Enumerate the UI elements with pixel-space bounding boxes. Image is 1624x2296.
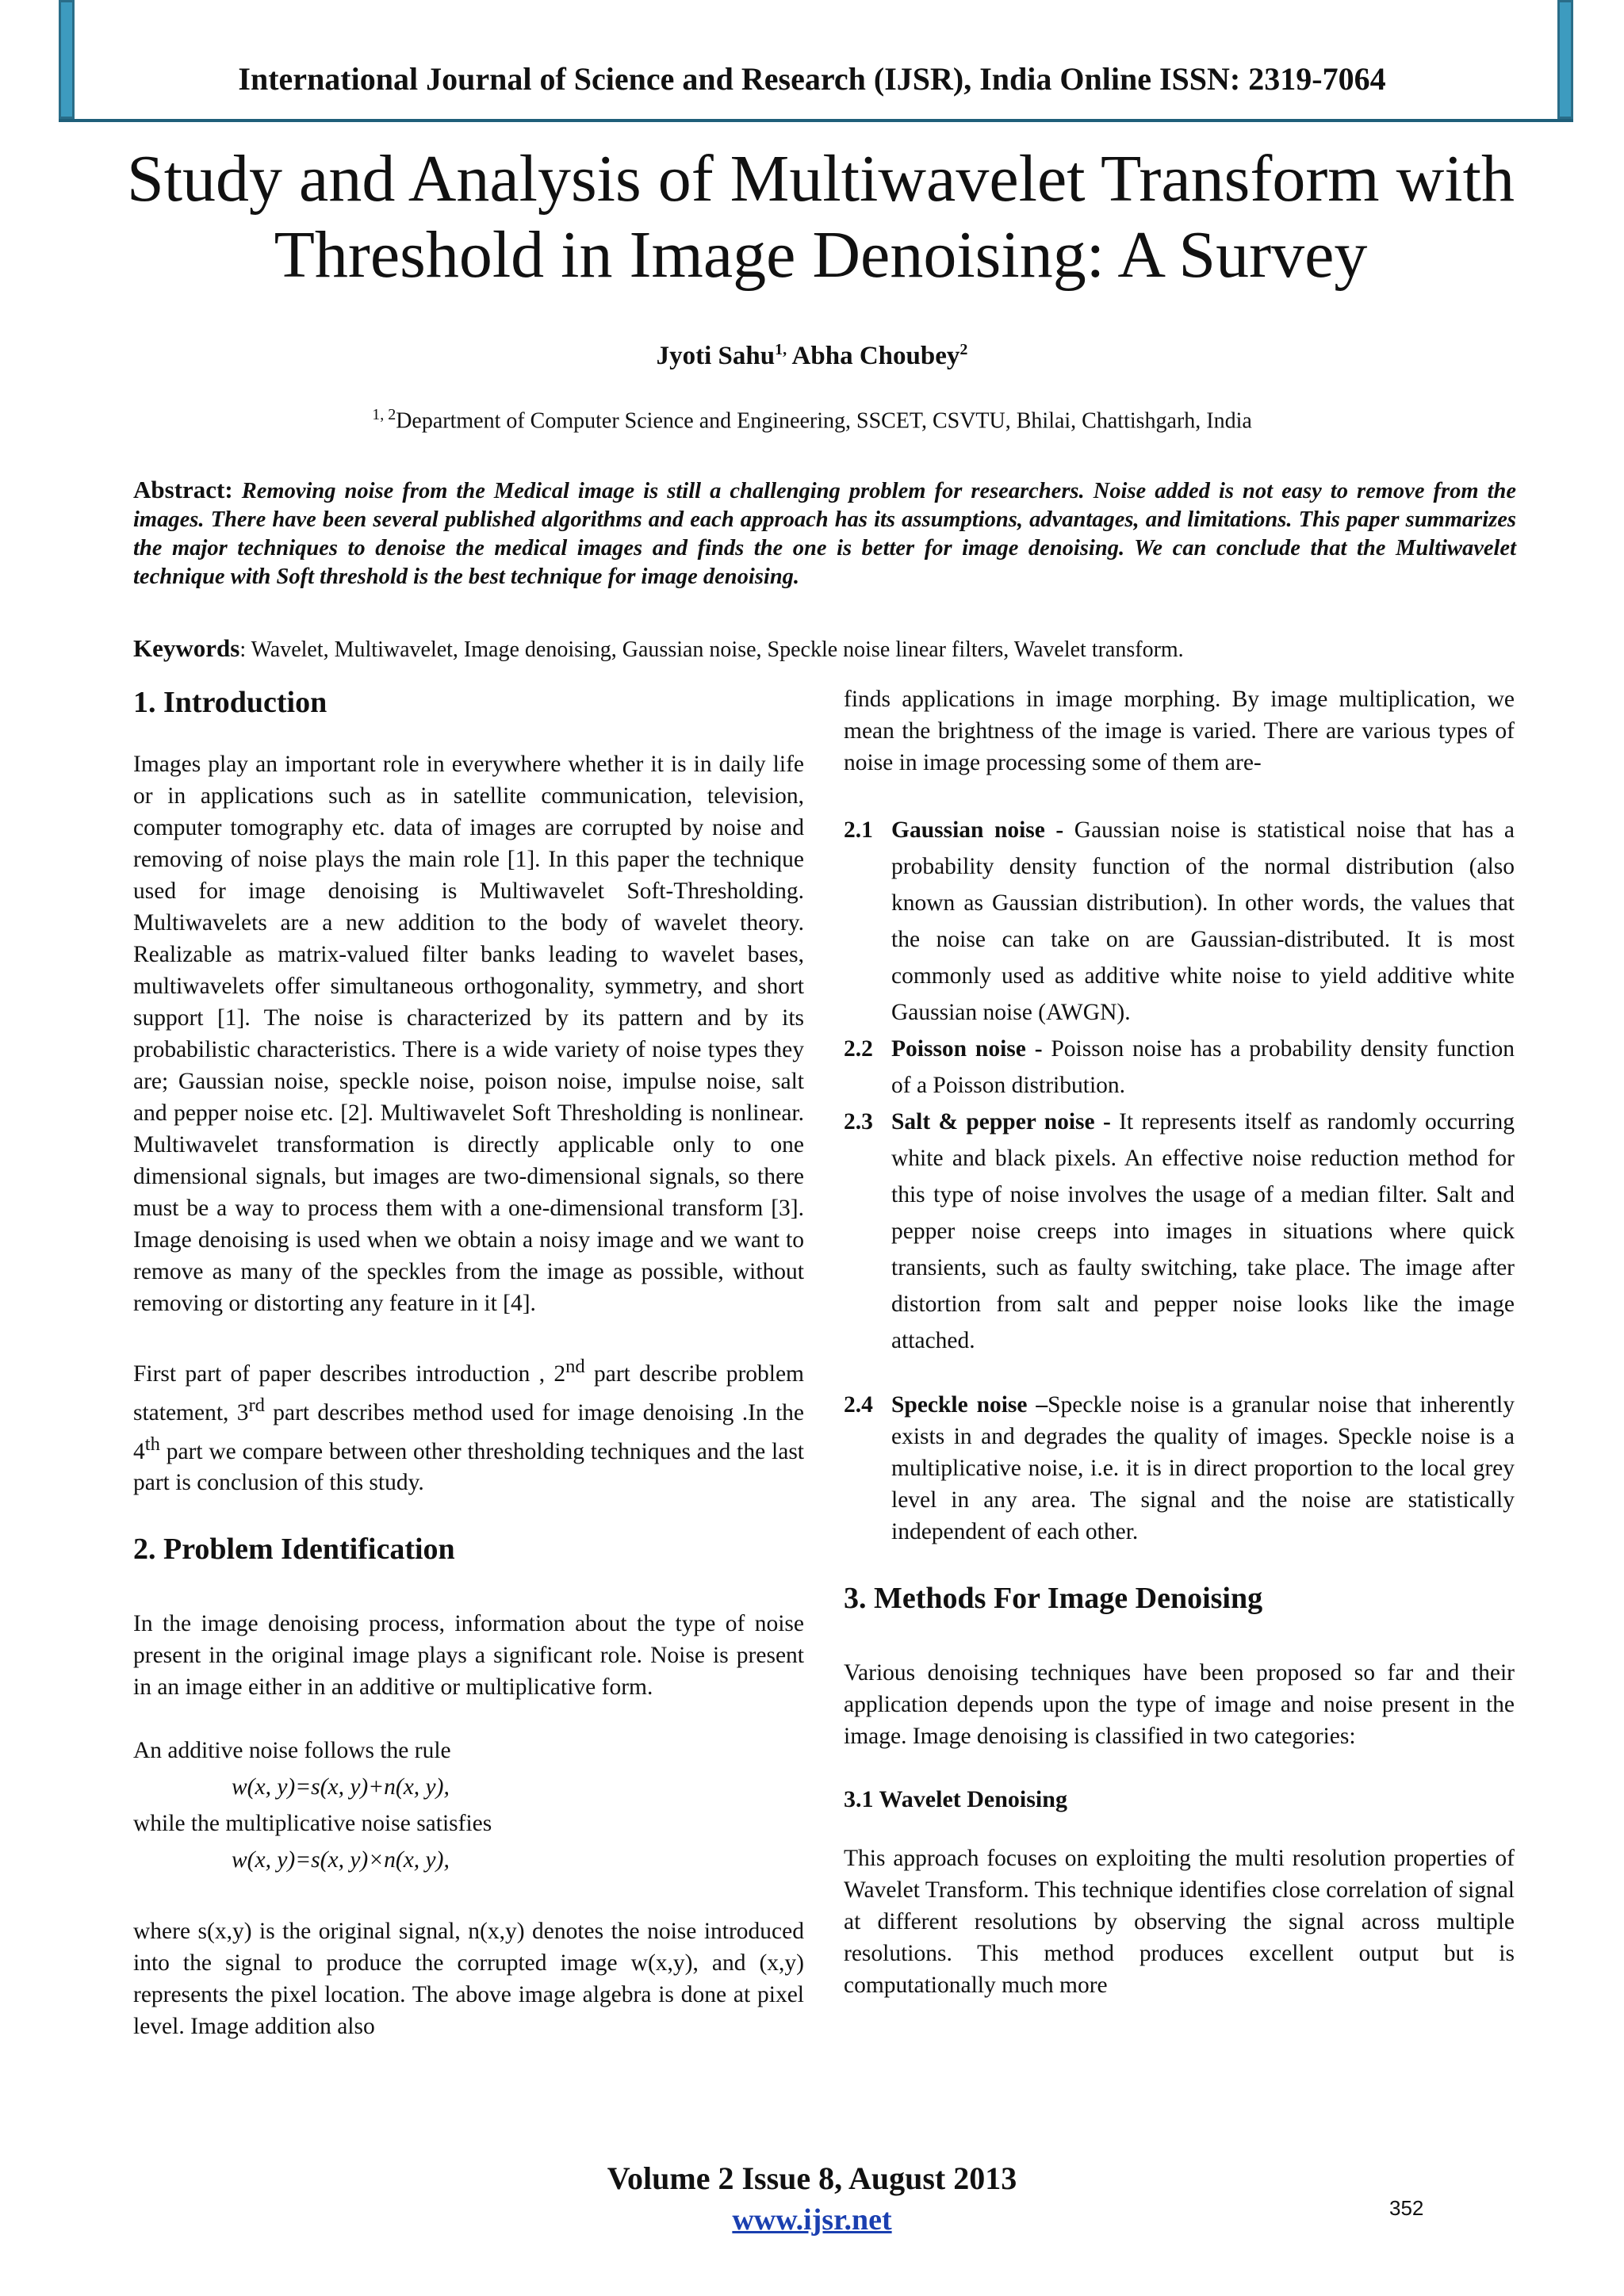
- abstract: [133, 476, 1516, 591]
- noise-item-poisson: [844, 1031, 1515, 1104]
- intro-p2-sup1: nd: [565, 1356, 585, 1377]
- right-column: [844, 683, 1515, 2033]
- affiliation-sup: 1, 2: [372, 406, 396, 423]
- methods-heading: 3. Methods For Image Denoising: [844, 1582, 1263, 1615]
- header-left-bar: [59, 0, 75, 119]
- left-column: [133, 683, 804, 2074]
- abstract-label: Abstract:: [133, 476, 233, 503]
- noise-item-text: It represents itself as randomly occurring white and black pixels. An effective noise reduction method for this type of noise involves the usage of a median filter. Salt and pepper noise creeps into images in situations where quick transients, such as faulty switching, take place. The image after distortion from salt and pepper noise looks like the image attached.: [891, 1109, 1515, 1353]
- page-number: 352: [1389, 2196, 1424, 2220]
- authors: [0, 341, 1624, 371]
- problem-paragraph-1: In the image denoising process, information about the type of noise present in the original image plays a significant role. Noise is present in an image either in an additive or multiplicative form.: [133, 1611, 804, 1701]
- keywords-label: Keywords: [133, 634, 240, 662]
- noise-item-body: [891, 1031, 1515, 1104]
- affiliation-text: Department of Computer Science and Engineering, SSCET, CSVTU, Bhilai, Chattishgarh, India: [396, 408, 1252, 434]
- author-2: Abha Choubey: [791, 342, 960, 370]
- title-line-1: Study and Analysis of Multiwavelet Transform with: [127, 142, 1515, 216]
- intro-p2-c: part describes method used for image denoising .In the 4: [133, 1399, 804, 1464]
- intro-p2-b: part describe problem statement, 3: [133, 1360, 805, 1425]
- right-paragraph-1: finds applications in image morphing. By image multiplication, we mean the brightness of the image is varied. There are various types of noise in image processing some of them are-: [844, 687, 1515, 775]
- noise-item-speckle: [844, 1389, 1515, 1548]
- noise-item-body: [891, 1104, 1515, 1359]
- noise-item-body: [891, 1389, 1515, 1548]
- noise-item-label: Gaussian noise -: [891, 817, 1064, 843]
- noise-item-number: 2.1: [844, 817, 873, 843]
- footer-url-link[interactable]: www.ijsr.net: [732, 2203, 892, 2237]
- noise-item-text: Speckle noise is a granular noise that inherently exists in and degrades the quality of images. Speckle noise is a multiplicative noise, i.e. it is in direct proportion to the local grey level in any area. The signal and the noise are statistically independent of each other.: [891, 1392, 1515, 1544]
- footer-volume: Volume 2 Issue 8, August 2013: [607, 2160, 1017, 2196]
- noise-item-number: 2.4: [844, 1392, 873, 1418]
- equation-additive: w(x, y)=s(x, y)+n(x, y),: [232, 1774, 450, 1800]
- noise-item-gaussian: [844, 812, 1515, 1031]
- noise-item-label: Poisson noise -: [891, 1036, 1043, 1062]
- methods-paragraph-1: Various denoising techniques have been proposed so far and their application depends upon the type of image and noise present in the image. Image denoising is classified in two categories:: [844, 1660, 1515, 1749]
- intro-p2-sup3: th: [144, 1433, 160, 1455]
- wavelet-heading: 3.1 Wavelet Denoising: [844, 1786, 1067, 1812]
- header-divider: [59, 119, 1573, 122]
- additive-intro: An additive noise follows the rule: [133, 1738, 451, 1764]
- keywords-text: : Wavelet, Multiwavelet, Image denoising, Gaussian noise, Speckle noise linear filters, Wavelet transform.: [239, 637, 1184, 662]
- intro-p2-d: part we compare between other thresholding techniques and the last part is conclusion of this study.: [133, 1438, 804, 1496]
- header-right-bar: [1557, 0, 1573, 119]
- multiplicative-intro: while the multiplicative noise satisfies: [133, 1811, 492, 1837]
- journal-header: International Journal of Science and Research (IJSR), India Online ISSN: 2319-7064: [238, 61, 1386, 97]
- intro-paragraph-1: Images play an important role in everywhere whether it is in daily life or in applications such as in satellite communication, television, computer tomography etc. data of images are corrupted by noise and removing of noise plays the main role [1]. In this paper the technique used for image denoising is Multiwavelet Soft-Thresholding. Multiwavelets are a new addition to the body of wavelet theory. Realizable as matrix-valued filter banks leading to wavelet bases, multiwavelets offer simultaneous orthogonality, symmetry, and short support [1]. The noise is characterized by its pattern and by its probabilistic characteristics. There is a wide variety of noise types they are; Gaussian noise, speckle noise, poison noise, impulse noise, salt and pepper noise etc. [2]. Multiwavelet Soft Thresholding is nonlinear. Multiwavelet transformation is directly applicable only to one dimensional signals, but images are two-dimensional signals, so there must be a way to process them with a one-dimensional transform [3]. Image denoising is used when we obtain a noisy image and we want to remove as many of the speckles from the image as possible, without removing or distorting any feature in it [4].: [133, 752, 804, 1316]
- keywords: [133, 634, 1516, 663]
- noise-item-number: 2.2: [844, 1036, 873, 1062]
- author-2-sup: 2: [959, 341, 968, 358]
- wavelet-paragraph-1: This approach focuses on exploiting the multi resolution properties of Wavelet Transform. This technique identifies close correlation of signal at different resolutions by observing the signal across multiple resolutions. This method produces excellent output but is computationally much more: [844, 1846, 1515, 1998]
- intro-p2-sup2: rd: [248, 1394, 265, 1416]
- problem-heading: 2. Problem Identification: [133, 1533, 455, 1567]
- noise-item-label: Salt & pepper noise -: [891, 1109, 1111, 1135]
- noise-item-text: Gaussian noise is statistical noise that has a probability density function of the normal distribution (also known as Gaussian distribution). In other words, the values that the noise can take on are Gaussian-distributed. It is most commonly used as additive white noise to yield additive white Gaussian noise (AWGN).: [891, 817, 1515, 1025]
- author-1: Jyoti Sahu: [656, 342, 776, 370]
- noise-item-label: Speckle noise –: [891, 1392, 1048, 1418]
- intro-paragraph-2: [133, 1351, 804, 1498]
- noise-item-salt-pepper: [844, 1104, 1515, 1359]
- intro-heading: 1. Introduction: [133, 686, 327, 719]
- author-1-sup: 1,: [775, 341, 787, 358]
- noise-item-body: [891, 812, 1515, 1031]
- affiliation: [0, 406, 1624, 434]
- where-paragraph: where s(x,y) is the original signal, n(x,y) denotes the noise introduced into the signal to produce the corrupted image w(x,y), and (x,y) represents the pixel location. The above image algebra is done at pixel level. Image addition also: [133, 1919, 804, 2040]
- equation-multiplicative: w(x, y)=s(x, y)×n(x, y),: [232, 1847, 450, 1873]
- paper-title: [79, 141, 1562, 293]
- title-line-2: Threshold in Image Denoising: A Survey: [274, 218, 1368, 292]
- abstract-text: Removing noise from the Medical image is still a challenging problem for researchers. Noise added is not easy to remove from the images. There have been several published algorithms and each approach has its assumptions, advantages, and limitations. This paper summarizes the major techniques to denoise the medical images and finds the one is better for image denoising. We can conclude that the Multiwavelet technique with Soft threshold is the best technique for image denoising.: [133, 479, 1516, 589]
- intro-p2-a: First part of paper describes introduction , 2: [133, 1360, 566, 1387]
- noise-item-number: 2.3: [844, 1109, 873, 1135]
- noise-item-text: Poisson noise has a probability density function of a Poisson distribution.: [891, 1036, 1515, 1098]
